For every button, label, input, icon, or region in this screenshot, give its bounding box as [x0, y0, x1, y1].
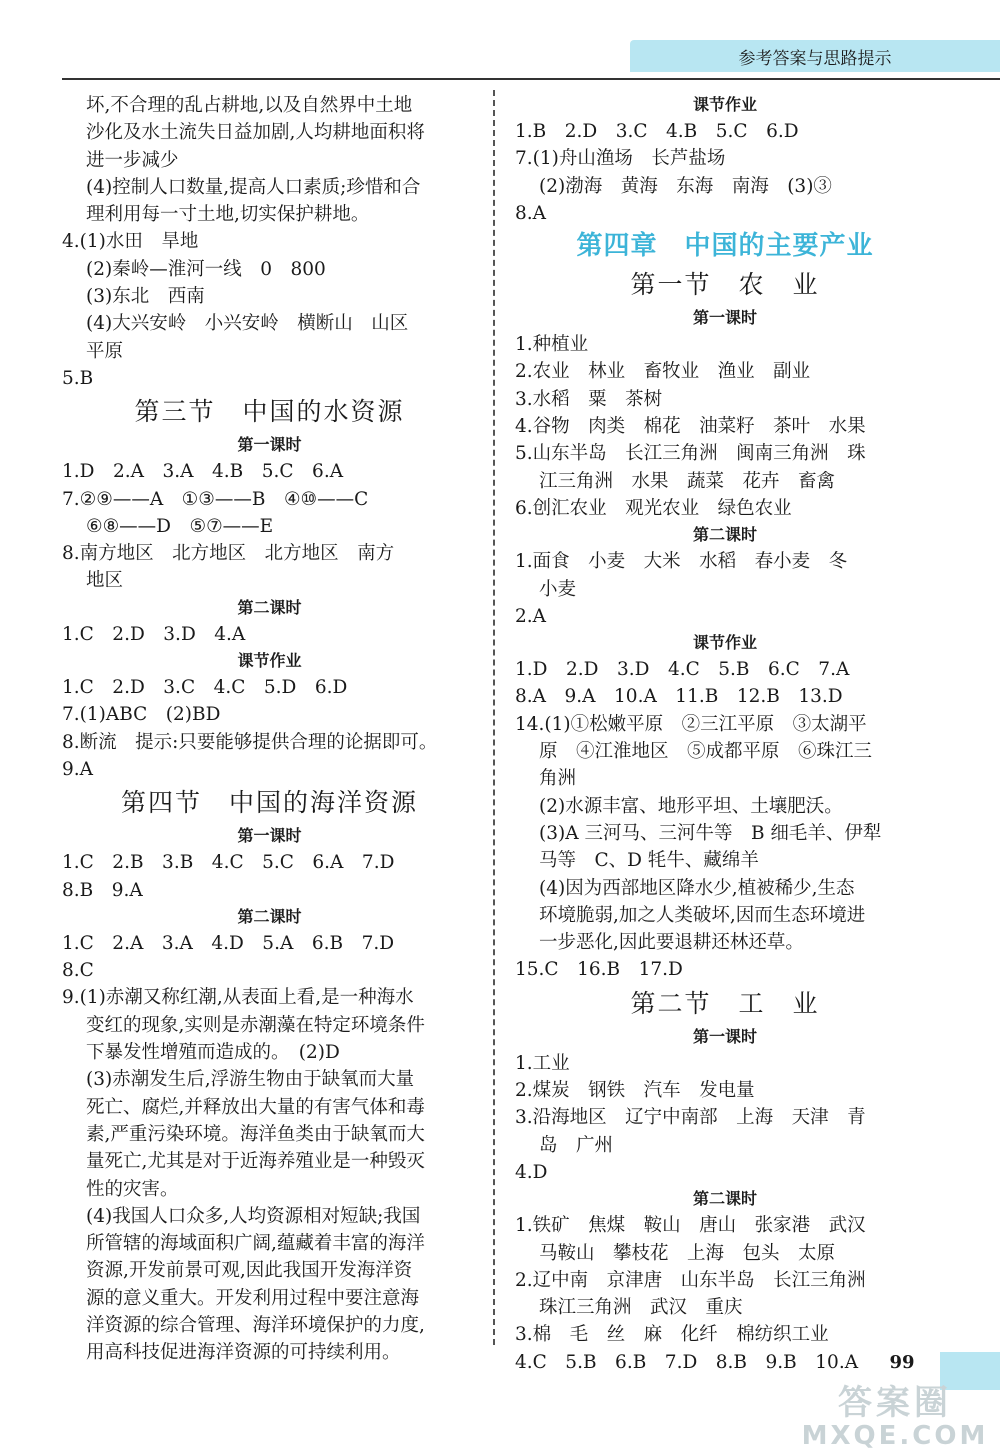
right-answer-line: 珠江三角洲 武汉 重庆 — [539, 1297, 743, 1319]
right-answer-line: (4)因为西部地区降水少,植被稀少,生态 — [539, 877, 855, 899]
left-answer-line: 坏,不合理的乱占耕地,以及自然界中土地 — [86, 95, 413, 116]
left-subheading: 第一课时 — [237, 435, 302, 455]
right-answer-line: (2)水源丰富、地形平坦、土壤肥沃。 — [539, 795, 843, 817]
right-column — [515, 92, 935, 1376]
left-subheading: 第一课时 — [237, 826, 302, 846]
right-subheading: 第一课时 — [692, 1026, 757, 1046]
right-answer-line: 4.D — [515, 1161, 548, 1183]
left-answer-line: 洋资源的综合管理、海洋环境保护的力度, — [86, 1314, 425, 1336]
left-answer-line: 源的意义重大。开发利用过程中要注意海 — [86, 1287, 420, 1309]
left-answer-line: 性的灾害。 — [86, 1178, 179, 1200]
left-answer-line: 4.(1)水田 旱地 — [62, 231, 199, 253]
left-answer-line: 进一步减少 — [86, 149, 179, 171]
left-subheading: 课节作业 — [237, 651, 302, 671]
right-answer-line: 7.(1)舟山渔场 长芦盐场 — [515, 148, 726, 170]
left-answer-line: 用高科技促进海洋资源的可持续利用。 — [86, 1342, 401, 1364]
left-answer-line: 所管辖的海域面积广阔,蕴藏着丰富的海洋 — [86, 1233, 425, 1255]
left-answer-line: 理利用每一寸土地,切实保护耕地。 — [86, 204, 370, 226]
right-subheading: 课节作业 — [692, 95, 757, 114]
left-answer-line: 地区 — [86, 570, 124, 592]
left-answer-line: 1.C 2.A 3.A 4.D 5.A 6.B 7.D — [62, 932, 395, 954]
right-answer-line: 马等 C、D 牦牛、藏绵羊 — [539, 850, 759, 872]
page-number: 99 — [889, 1352, 915, 1373]
right-answer-line: 2.A — [515, 605, 547, 627]
right-section-heading: 第一节 农 业 — [630, 270, 820, 300]
left-answer-line: (3)东北 西南 — [86, 286, 205, 308]
right-answer-line: 6.创汇农业 观光农业 绿色农业 — [515, 497, 792, 519]
right-answer-line: 一步恶化,因此要退耕还林还草。 — [539, 932, 804, 954]
left-answer-line: 平原 — [86, 340, 124, 362]
column-divider — [493, 90, 495, 1345]
left-answer-line: 下暴发性增殖而造成的。 (2)D — [86, 1042, 340, 1064]
left-column — [62, 92, 477, 1367]
watermark-top: 答案圈 — [838, 1383, 952, 1423]
right-answer-line: 江三角洲 水果 蔬菜 花卉 畜禽 — [539, 470, 836, 492]
header-tab — [630, 40, 1000, 72]
right-answer-line: 1.工业 — [515, 1052, 570, 1074]
right-answer-line: 环境脆弱,加之人类破坏,因而生态环境进 — [539, 904, 866, 926]
right-answer-line: (3)A 三河马、三河牛等 B 细毛羊、伊犁 — [539, 822, 882, 844]
right-answer-line: 3.沿海地区 辽宁中南部 上海 天津 青 — [515, 1107, 866, 1129]
left-answer-line: (2)秦岭—淮河一线 0 800 — [86, 258, 326, 280]
watermark-bottom: MXQE.COM — [801, 1421, 989, 1452]
left-answer-line: 8.B 9.A — [62, 879, 143, 901]
left-answer-line: 9.A — [62, 758, 94, 780]
right-answer-line: 1.D 2.D 3.D 4.C 5.B 6.C 7.A — [515, 659, 850, 681]
header-rule — [62, 78, 1000, 80]
right-answer-line: 2.辽中南 京津唐 山东半岛 长江三角洲 — [515, 1269, 866, 1291]
left-answer-line: 9.(1)赤潮又称红潮,从表面上看,是一种海水 — [62, 987, 414, 1009]
left-answer-line: (3)赤潮发生后,浮游生物由于缺氧而大量 — [86, 1069, 415, 1091]
watermark-logo — [800, 1385, 990, 1451]
right-answer-line: 14.(1)①松嫩平原 ②三江平原 ③太湖平 — [515, 713, 867, 735]
right-answer-line: 5.山东半岛 长江三角洲 闽南三角洲 珠 — [515, 443, 866, 465]
right-section-heading: 第二节 工 业 — [630, 988, 820, 1018]
right-subheading: 第二课时 — [692, 525, 757, 545]
left-section-heading: 第四节 中国的海洋资源 — [120, 788, 418, 818]
left-answer-line: 沙化及水土流失日益加剧,人均耕地面积将 — [86, 122, 425, 144]
left-answer-line: 素,严重污染环境。海洋鱼类由于缺氧而大 — [86, 1123, 425, 1145]
left-answer-line: (4)大兴安岭 小兴安岭 横断山 山区 — [86, 313, 409, 335]
left-answer-line: (4)我国人口众多,人均资源相对短缺;我国 — [86, 1205, 421, 1227]
left-answer-line: 5.B — [62, 367, 94, 389]
left-answer-line: 8.断流 提示:只要能够提供合理的论据即可。 — [62, 731, 438, 753]
left-answer-line: 8.南方地区 北方地区 北方地区 南方 — [62, 543, 395, 565]
right-answer-line: 岛 广州 — [539, 1134, 614, 1156]
left-answer-line: 1.D 2.A 3.A 4.B 5.C 6.A — [62, 461, 344, 483]
right-answer-line: 4.谷物 肉类 棉花 油菜籽 茶叶 水果 — [515, 416, 866, 438]
left-answer-line: 死亡、腐烂,并释放出大量的有害气体和毒 — [86, 1096, 425, 1118]
left-answer-line: 1.C 2.B 3.B 4.C 5.C 6.A 7.D — [62, 852, 395, 874]
right-answer-line: 1.面食 小麦 大米 水稻 春小麦 冬 — [515, 551, 848, 573]
left-section-heading: 第三节 中国的水资源 — [134, 397, 405, 427]
left-answer-line: 8.C — [62, 960, 94, 982]
right-answer-line: 马鞍山 攀枝花 上海 包头 太原 — [539, 1242, 836, 1264]
right-answer-line: 角洲 — [539, 768, 577, 790]
left-answer-line: 7.(1)ABC (2)BD — [62, 704, 221, 726]
header-title: 参考答案与思路提示 — [738, 48, 892, 69]
right-answer-line: 2.农业 林业 畜牧业 渔业 副业 — [515, 361, 811, 383]
right-subheading: 第一课时 — [692, 308, 757, 328]
right-answer-line: 8.A 9.A 10.A 11.B 12.B 13.D — [515, 686, 843, 708]
right-answer-line: 15.C 16.B 17.D — [515, 959, 683, 981]
left-subheading: 第二课时 — [237, 597, 302, 617]
left-answer-line: 1.C 2.D 3.D 4.A — [62, 623, 246, 645]
right-subheading: 第二课时 — [692, 1189, 757, 1209]
right-answer-line: (2)渤海 黄海 东海 南海 (3)③ — [539, 175, 832, 197]
right-answer-line: 3.水稻 粟 茶树 — [515, 388, 663, 410]
right-chapter-heading: 第四章 中国的主要产业 — [576, 231, 874, 262]
right-answer-line: 1.铁矿 焦煤 鞍山 唐山 张家港 武汉 — [515, 1215, 866, 1237]
left-answer-line: 1.C 2.D 3.C 4.C 5.D 6.D — [62, 677, 348, 699]
right-answer-line: 原 ④江淮地区 ⑤成都平原 ⑥珠江三 — [539, 741, 873, 763]
right-answer-line: 4.C 5.B 6.B 7.D 8.B 9.B 10.A — [515, 1351, 859, 1373]
left-subheading: 第二课时 — [237, 906, 302, 926]
left-answer-line: ⑥⑧——D ⑤⑦——E — [86, 515, 274, 537]
right-answer-line: 小麦 — [539, 578, 577, 600]
right-answer-line: 8.A — [515, 202, 547, 224]
left-answer-line: (4)控制人口数量,提高人口素质;珍惜和合 — [86, 176, 421, 198]
right-answer-line: 2.煤炭 钢铁 汽车 发电量 — [515, 1080, 755, 1102]
left-answer-line: 资源,开发前景可观,因此我国开发海洋资 — [86, 1260, 413, 1282]
left-answer-line: 7.②⑨——A ①③——B ④⑩——C — [62, 488, 369, 510]
right-answer-line: 1.B 2.D 3.C 4.B 5.C 6.D — [515, 121, 799, 142]
left-answer-line: 量死亡,尤其是对于近海养殖业是一种毁灭 — [86, 1151, 425, 1173]
right-subheading: 课节作业 — [692, 633, 757, 653]
right-answer-line: 3.棉 毛 丝 麻 化纤 棉纺织工业 — [515, 1324, 829, 1346]
right-answer-line: 1.种植业 — [515, 334, 589, 356]
left-answer-line: 变红的现象,实则是赤潮藻在特定环境条件 — [86, 1014, 425, 1036]
